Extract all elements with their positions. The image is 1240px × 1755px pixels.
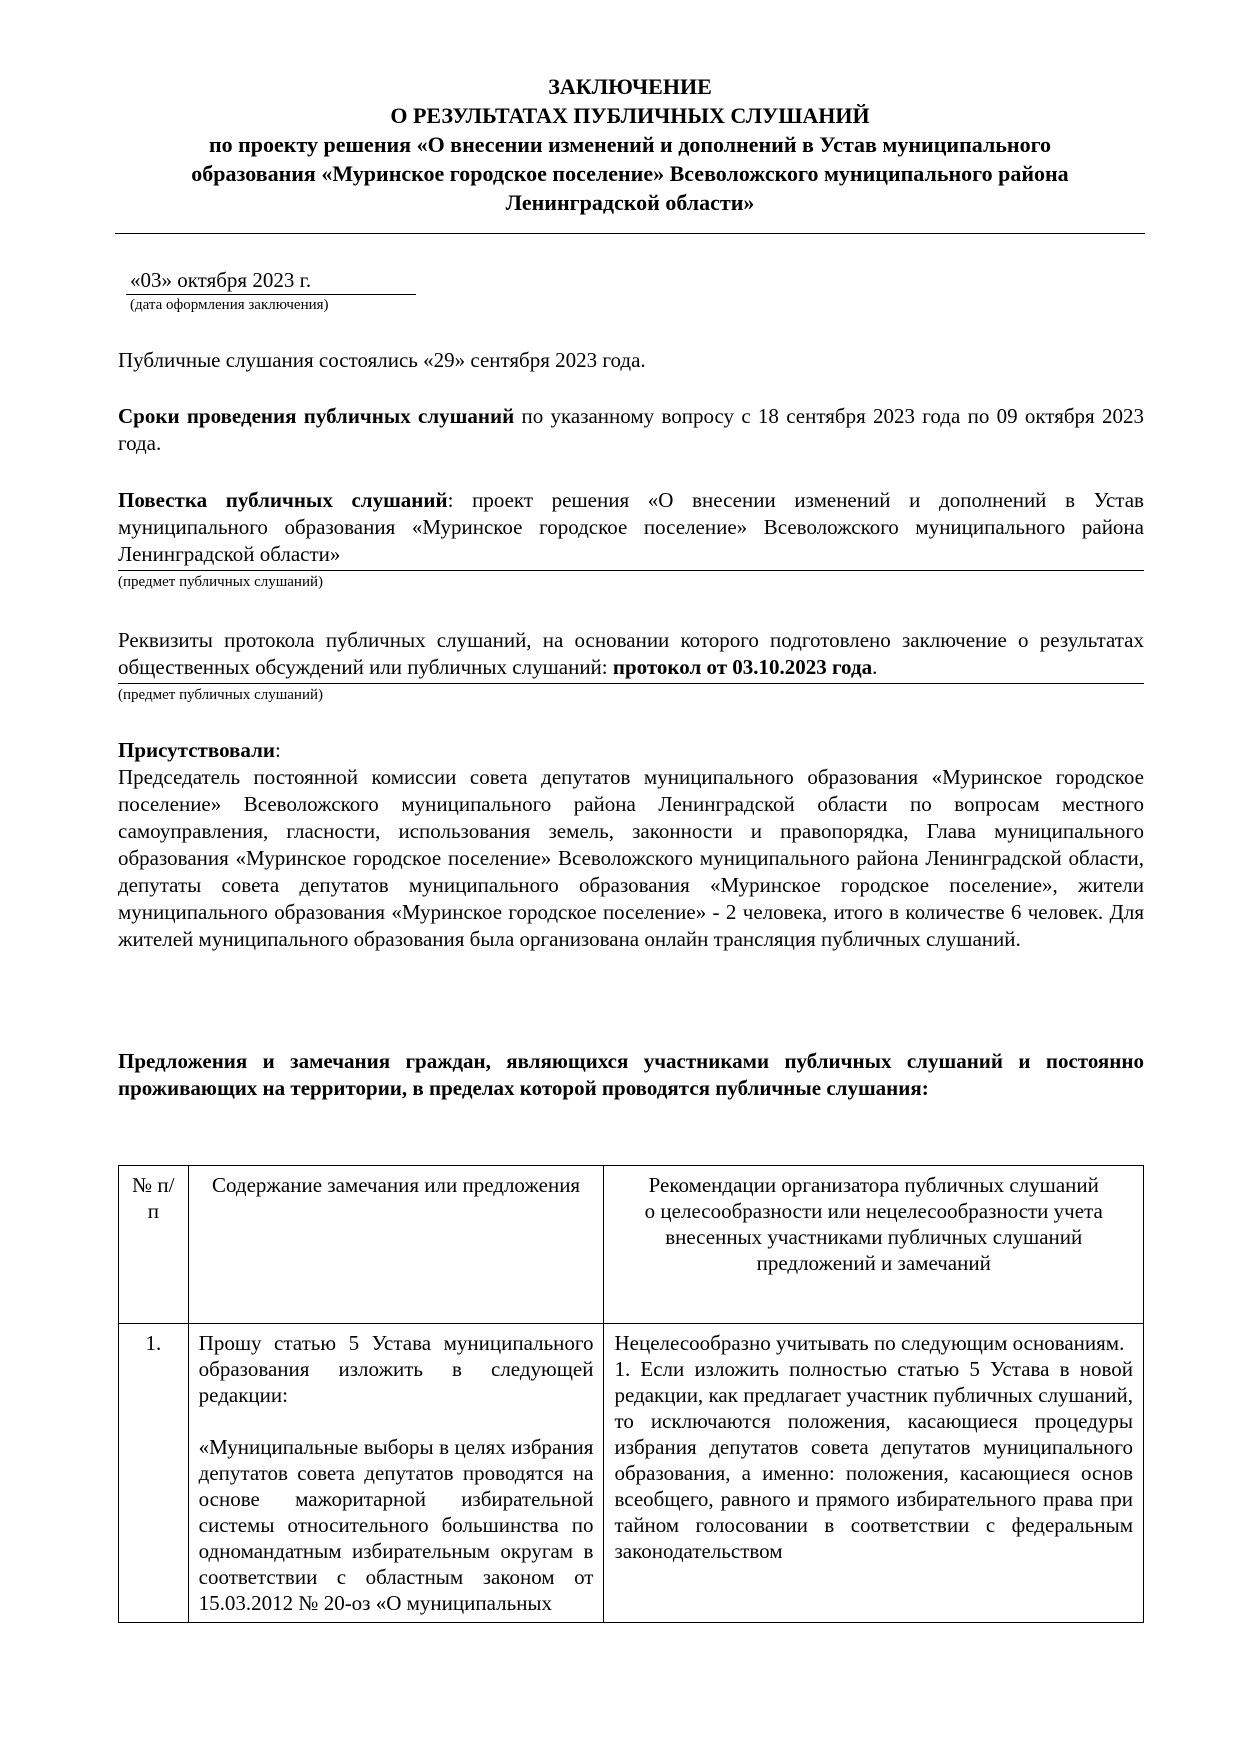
title-line-4: образования «Муринское городское поселение» Всеволожского муниципального района (191, 161, 1069, 186)
agenda-label: Повестка публичных слушаний (118, 488, 448, 512)
title-line-1: ЗАКЛЮЧЕНИЕ (548, 74, 712, 99)
table-header-row (119, 1166, 1144, 1324)
row-recommendation (604, 1324, 1144, 1623)
conclusion-date: «03» октября 2023 г. (130, 268, 312, 292)
date-caption: (дата оформления заключения) (130, 297, 329, 313)
protocol-text: Реквизиты протокола публичных слушаний, на основании которого подготовлено заключение о результатах общественных обсуждений или публичных слушаний: (118, 628, 1144, 679)
protocol-details (118, 627, 1144, 681)
agenda-text: : проект решения «О внесении изменений и дополнений в Устав муниципального образования «Муринское городское поселение» Всеволожского муниципального района Ленинградской области» (118, 488, 1144, 566)
agenda-caption: (предмет публичных слушаний) (118, 574, 323, 590)
attended-colon: : (274, 738, 281, 762)
attended-heading (118, 737, 1144, 764)
title-divider (115, 233, 1145, 234)
terms-label: Сроки проведения публичных слушаний (118, 404, 515, 428)
recommendation-paragraph-1: Нецелесообразно учитывать по следующим основаниям. (614, 1331, 1125, 1355)
terms-text: по указанному вопросу с 18 сентября 2023 года по 09 октября 2023 года. (118, 404, 1144, 455)
content-paragraph-1: Прошу статью 5 Устава муниципального образования изложить в следующей редакции: (198, 1331, 594, 1407)
hearings-held: Публичные слушания состоялись «29» сентября 2023 года. (118, 348, 646, 372)
protocol-end: . (872, 655, 878, 679)
proposals-heading: Предложения и замечания граждан, являющихся участниками публичных слушаний и постоянно проживающих на территории, в пределах которой проводятся публичные слушания: (118, 1049, 1144, 1100)
protocol-caption: (предмет публичных слушаний) (118, 687, 323, 703)
content-paragraph-2: «Муниципальные выборы в целях избрания депутатов совета депутатов проводятся на основе мажоритарной избирательной системы относительного большинства по одномандатным избирательным округам в соответствии с областным законом от 15.03.2012 № 20-оз «О муниципальных (198, 1435, 594, 1615)
header-content: Содержание замечания или предложения (188, 1166, 604, 1324)
protocol-underline (118, 683, 1144, 684)
hearings-agenda (118, 487, 1144, 568)
hearings-terms (118, 403, 1144, 457)
table-row (119, 1324, 1144, 1623)
row-content (188, 1324, 604, 1623)
header-number: № п/п (119, 1166, 189, 1324)
proposals-table (118, 1165, 1144, 1623)
document-title (115, 72, 1145, 217)
title-line-3: по проекту решения «О внесении изменений и дополнений в Устав муниципального (208, 132, 1052, 157)
header-recommendation: Рекомендации организатора публичных слушаний о целесообразности или нецелесообразности учета внесенных участниками публичных слушаний предложений и замечаний (604, 1166, 1144, 1324)
attended-text: Председатель постоянной комиссии совета депутатов муниципального образования «Муринское городское поселение» Всеволожского муниципального района Ленинградской области по вопросам местного самоуправления, гласности, использования земель, законности и правопорядка, Глава муниципального образования «Муринское городское поселение» Всеволожского муниципального района Ленинградской области, депутаты совета депутатов муниципального образования «Муринское городское поселение», жители муниципального образования «Муринское городское поселение» - 2 человека, итого в количестве 6 человек. Для жителей муниципального образования была организована онлайн трансляция публичных слушаний. (118, 765, 1144, 951)
row-number: 1. (119, 1324, 189, 1623)
title-line-5: Ленинградской области» (505, 190, 755, 215)
protocol-reference: протокол от 03.10.2023 года (612, 655, 873, 679)
recommendation-paragraph-2: 1. Если изложить полностью статью 5 Устава в новой редакции, как предлагает участник публичных слушаний, то исключаются положения, касающиеся процедуры избрания депутатов совета депутатов муниципального образования, а именно: положения, касающиеся основ всеобщего, равного и прямого избирательного права при тайном голосовании в соответствии с федеральным законодательством (614, 1357, 1133, 1563)
title-line-2: О РЕЗУЛЬТАТАХ ПУБЛИЧНЫХ СЛУШАНИЙ (390, 103, 870, 128)
attended-label: Присутствовали (118, 738, 275, 762)
agenda-underline (118, 570, 1144, 571)
date-underline (126, 294, 416, 295)
